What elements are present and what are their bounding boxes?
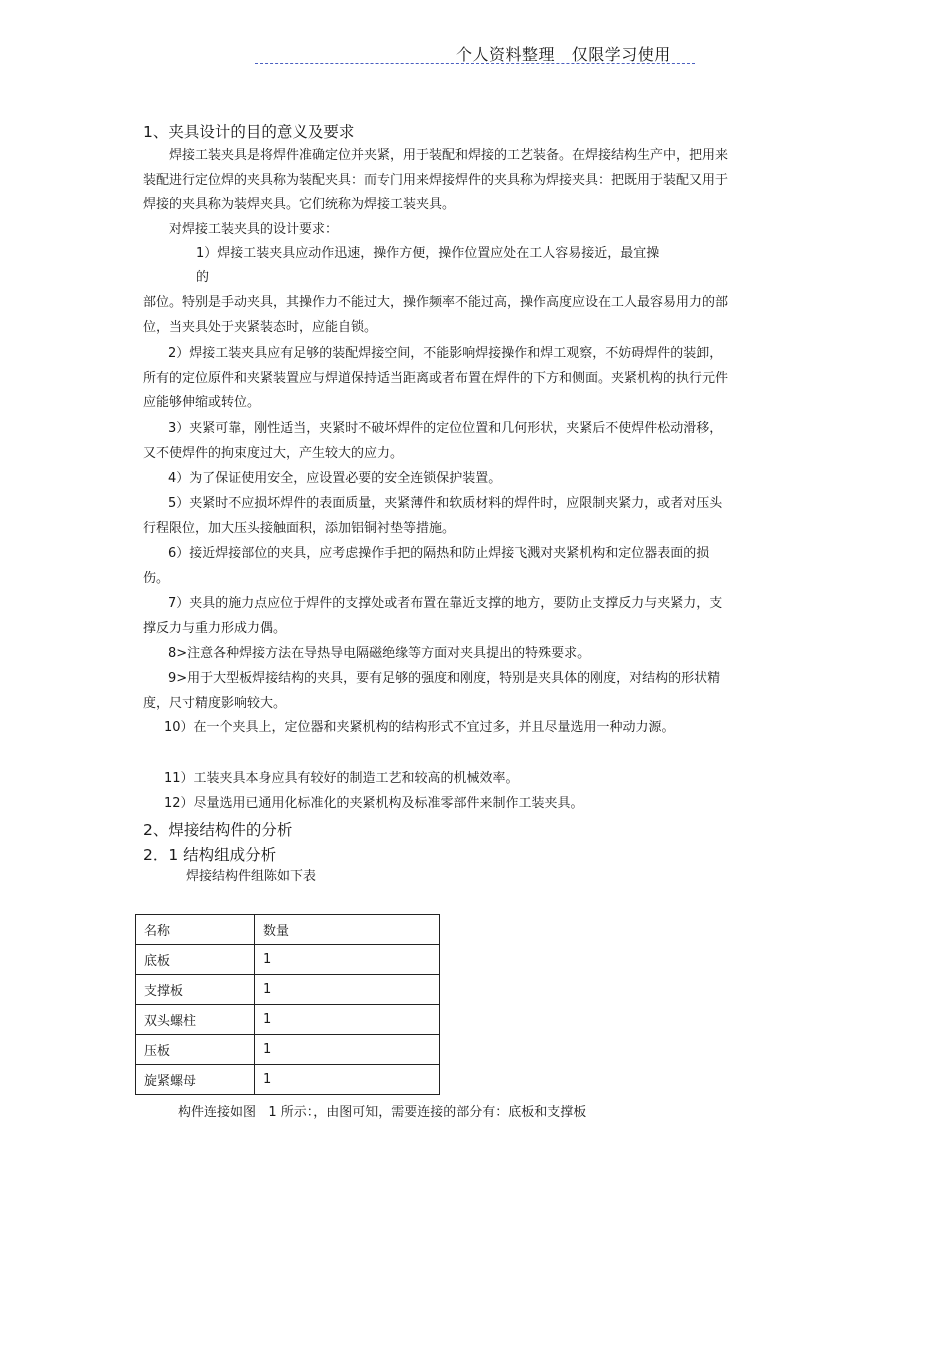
table-row <box>136 1035 440 1065</box>
table-row <box>136 945 440 975</box>
after-table-text: 构件连接如图 1 所示：，由图可知，需要连接的部分有：底板和支撑板 <box>178 1105 587 1120</box>
req-item-10: 10）在一个夹具上，定位器和夹紧机构的结构形式不宜过多，并且尽量选用一种动力源。 <box>164 720 675 735</box>
cell-qty: 1 <box>255 1035 440 1065</box>
cell-name: 压板 <box>136 1035 255 1065</box>
header-cell-name: 名称 <box>136 915 255 945</box>
req-item-1-line-a: 1）焊接工装夹具应动作迅速，操作方便，操作位置应处在工人容易接近，最宜操 <box>196 246 660 261</box>
req-item-1-line-b: 的 <box>196 270 210 285</box>
table-row <box>136 1005 440 1035</box>
table-header-row <box>136 915 440 945</box>
cell-qty: 1 <box>255 945 440 975</box>
req-item-6: 6）接近焊接部位的夹具，应考虑操作手把的隔热和防止焊接飞溅对夹紧机构和定位器表面的损伤。 <box>143 546 710 586</box>
req-item-3: 3）夹紧可靠，刚性适当，夹紧时不破坏焊件的定位位置和几何形状，夹紧后不使焊件松动滑移，又不使焊件的拘束度过大，产生较大的应力。 <box>143 421 723 461</box>
page-header: 个人资料整理 仅限学习使用 <box>456 45 671 64</box>
req-item-11: 11）工装夹具本身应具有较好的制造工艺和较高的机械效率。 <box>164 771 519 786</box>
cell-name: 双头螺柱 <box>136 1005 255 1035</box>
header-dashed-rule <box>255 63 695 64</box>
cell-qty: 1 <box>255 1065 440 1095</box>
section-1-title: 1、夹具设计的目的意义及要求 <box>143 123 355 141</box>
req-item-2: 2）焊接工装夹具应有足够的装配焊接空间，不能影响焊接操作和焊工观察，不妨碍焊件的装卸，所有的定位原件和夹紧装置应与焊道保持适当距离或者布置在焊件的下方和侧面。夹紧机构的执行元件应能够伸缩或转位。 <box>143 346 729 410</box>
cell-name: 底板 <box>136 945 255 975</box>
header-cell-qty: 数量 <box>255 915 440 945</box>
cell-name: 旋紧螺母 <box>136 1065 255 1095</box>
components-table <box>135 914 440 1095</box>
req-item-7: 7）夹具的施力点应位于焊件的支撑处或者布置在靠近支撑的地方，要防止支撑反力与夹紧力，支撑反力与重力形成力偶。 <box>143 596 723 636</box>
req-item-1-line-c: 部位。特别是手动夹具，其操作力不能过大，操作频率不能过高，操作高度应设在工人最容易用力的部位，当夹具处于夹紧装态时，应能自锁。 <box>143 295 729 335</box>
table-caption: 焊接结构件组陈如下表 <box>186 869 317 884</box>
req-item-12: 12）尽量选用已通用化标准化的夹紧机构及标准零部件来制作工装夹具。 <box>164 796 584 811</box>
section-2-title: 2、焊接结构件的分析 <box>143 821 293 839</box>
requirements-intro: 对焊接工装夹具的设计要求： <box>169 222 339 237</box>
req-item-9: 9>用于大型板焊接结构的夹具，要有足够的强度和刚度，特别是夹具体的刚度，对结构的形状精度，尺寸精度影响较大。 <box>143 671 721 711</box>
cell-qty: 1 <box>255 1005 440 1035</box>
req-item-5: 5）夹紧时不应损坏焊件的表面质量，夹紧薄件和软质材料的焊件时，应限制夹紧力，或者对压头行程限位，加大压头接触面积，添加铝铜衬垫等措施。 <box>143 496 723 536</box>
table-row <box>136 1065 440 1095</box>
table-row <box>136 975 440 1005</box>
section-1-intro: 焊接工装夹具是将焊件准确定位并夹紧，用于装配和焊接的工艺装备。在焊接结构生产中，把用来装配进行定位焊的夹具称为装配夹具：而专门用来焊接焊件的夹具称为焊接夹具：把既用于装配又用于焊接的夹具称为装焊夹具。它们统称为焊接工装夹具。 <box>143 148 729 212</box>
req-item-4: 4）为了保证使用安全，应设置必要的安全连锁保护装置。 <box>168 471 502 486</box>
cell-qty: 1 <box>255 975 440 1005</box>
req-item-8: 8>注意各种焊接方法在导热导电隔磁绝缘等方面对夹具提出的特殊要求。 <box>168 646 591 661</box>
section-2-1-title: 2．1 结构组成分析 <box>143 846 277 864</box>
cell-name: 支撑板 <box>136 975 255 1005</box>
